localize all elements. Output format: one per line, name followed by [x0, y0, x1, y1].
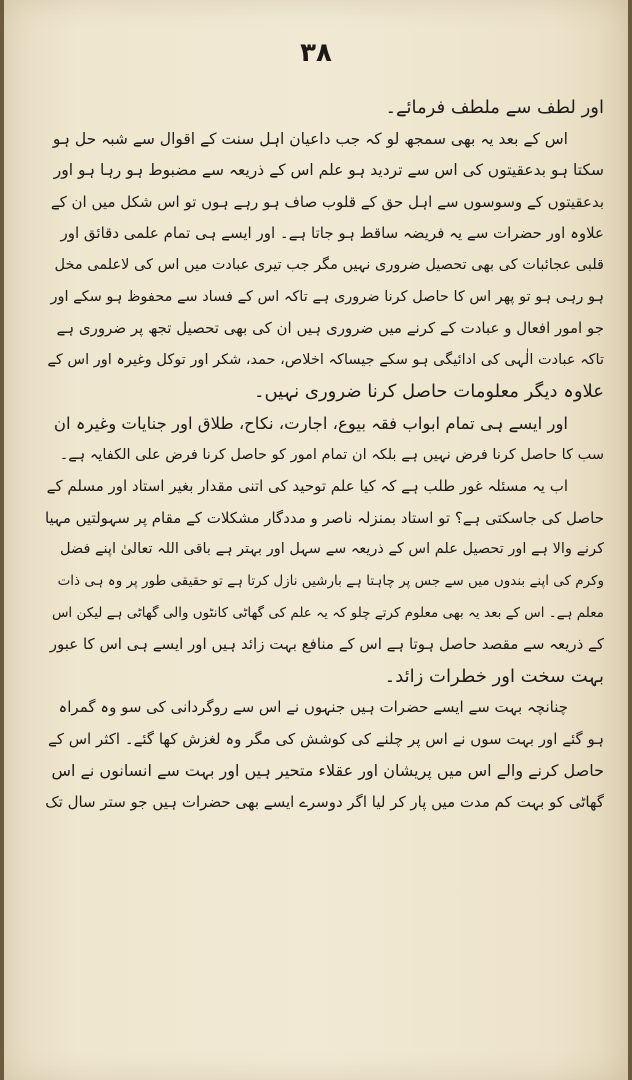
text-line: بہت سخت اور خطرات زائد۔	[384, 665, 604, 687]
text-line: اس کے بعد یہ بھی سمجھ لو کہ جب داعیان اہل سنت کے اقوال سے شبہ حل ہو	[52, 129, 568, 148]
text-line: حاصل کی جاسکتی ہے؟ تو استاد بمنزلہ ناصر و مددگار مشکلات کے مقام پر سہولتیں مہیا	[44, 508, 604, 527]
text-line: حاصل کرنے والے اس میں پریشان اور عقلاء متحیر ہیں اور بہت سے انسانوں نے اس	[51, 761, 604, 781]
text-line: علاوہ اور حضرات سے یہ فریضہ ساقط ہو جاتا ہے۔ اور ایسے ہی تمام علمی دقائق اور	[60, 224, 604, 243]
text-line: گھاٹی کو بہت کم مدت میں پار کر لیا اگر دوسرے ایسے بھی حضرات ہیں جو ستر سال تک	[45, 793, 604, 812]
text-line: اب یہ مسئلہ غور طلب ہے کہ کیا علم توحید کی اتنی مقدار بغیر استاد اور مسلم کے	[46, 477, 568, 496]
text-line: ہو گئے اور بہت سوں نے اس پر چلنے کی کوشش کی مگر وہ لغزش کھا گئے۔ اکثر اس کے	[48, 729, 604, 748]
book-page	[4, 0, 628, 1080]
text-line: اور لطف سے ملطف فرمائے۔	[385, 97, 604, 118]
text-line: ہو رہی ہو تو پھر اس کا حاصل کرنا ضروری ہے تاکہ اس کے فساد سے محفوظ ہو سکے اور	[50, 288, 604, 305]
text-line: چنانچہ بہت سے ایسے حضرات ہیں جنہوں نے اس سے روگردانی کی سو وہ گمراہ	[58, 698, 568, 717]
text-line: کے ذریعہ سے مقصد حاصل ہوتا ہے اس کے منافع بہت زائد ہیں اور ایسے ہی اس کا عبور	[49, 635, 604, 654]
text-line: علاوہ دیگر معلومات حاصل کرنا ضروری نہیں۔	[253, 381, 604, 403]
page-number: ۳۸	[300, 38, 332, 68]
text-line: معلم ہے۔ اس کے بعد یہ بھی معلوم کرتے چلو کہ یہ علم کی گھاٹی کانٹوں والی گھاٹی ہے لیکن اس	[51, 604, 604, 621]
text-line: بدعقیتوں کے وسوسوں سے اہل حق کے قلوب صاف ہو رہے ہوں تو اس شکل میں ان کے	[50, 192, 604, 211]
text-line: سکتا ہو بدعقیتوں کی اس سے تردید ہو علم اس کے ذریعہ سے مضبوط ہو رہا ہو اور	[53, 161, 604, 180]
text-line: جو امور افعال و عبادت کے کرنے میں ضروری ہیں ان کی بھی تحصیل تجھ پر ضروری ہے	[56, 319, 604, 338]
text-line: وکرم کی اپنے بندوں میں سے جس پر چاہتا ہے بارشیں نازل کرتا ہے تو حقیقی طور پر وہ ہی ذات	[57, 572, 604, 589]
text-line: کرنے والا ہے اور تحصیل علم اس کے ذریعہ سے سہل اور بہتر ہے باقی اللہ تعالیٰ اپنے فضل	[59, 541, 604, 558]
text-line: اور ایسے ہی تمام ابواب فقہ بیوع، اجارت، نکاح، طلاق اور جنایات وغیرہ ان	[53, 413, 568, 433]
text-line: سب کا حاصل کرنا فرض نہیں ہے بلکہ ان تمام امور کو حاصل کرنا فرض علی الکفایہ ہے۔	[59, 446, 604, 463]
text-line: قلبی عجائبات کی بھی تحصیل ضروری نہیں مگر جب تیری عبادت میں اس کی لاعلمی مخل	[54, 256, 604, 273]
page-body-text	[44, 92, 604, 819]
text-line: تاکہ عبادت الٰہی کی ادائیگی ہو سکے جیساکہ اخلاص، حمد، شکر اور توکل وغیرہ اور اس کے	[47, 351, 604, 368]
